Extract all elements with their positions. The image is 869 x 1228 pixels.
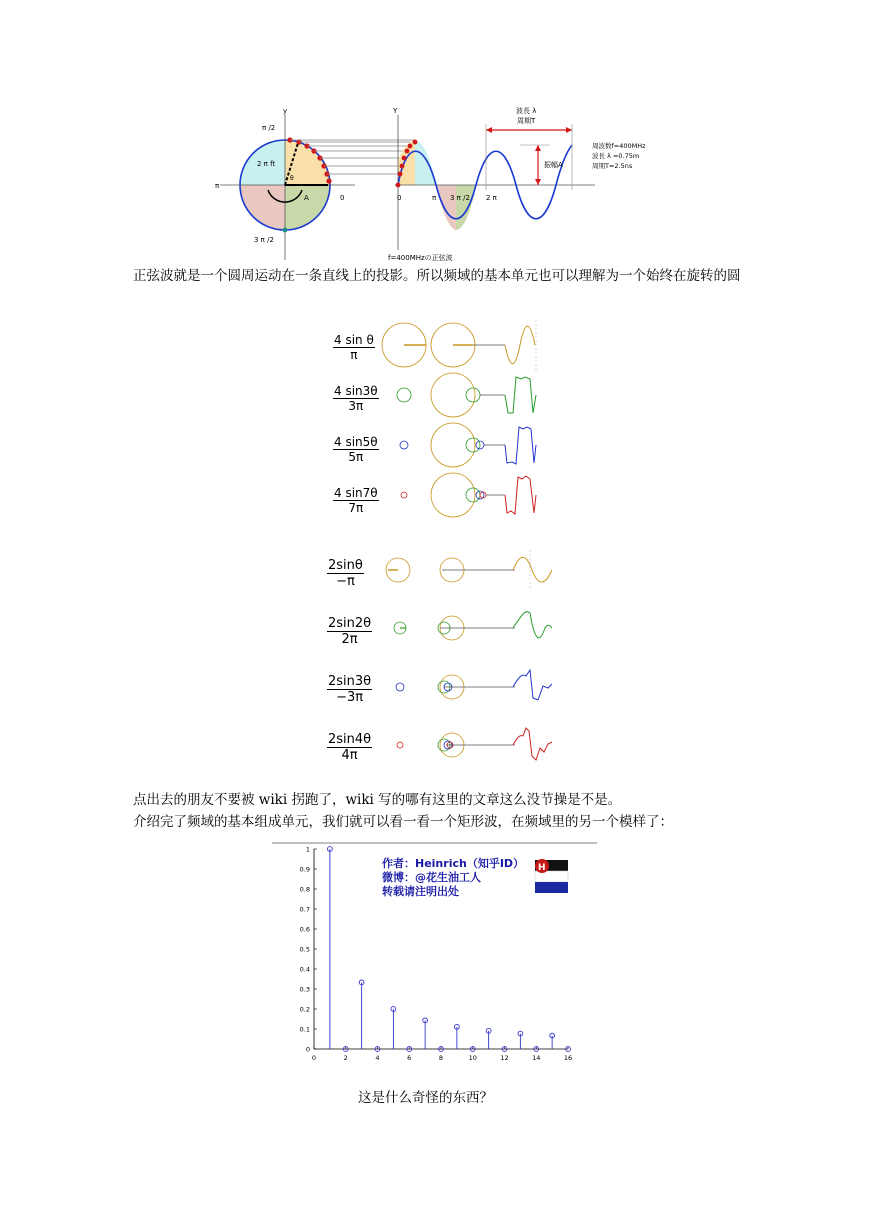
x-tick-label: 8: [438, 1054, 444, 1062]
label-3pi-half: 3 π /2: [254, 236, 274, 244]
label-freq: 周波数f=400MHz: [592, 142, 646, 150]
y-tick-label: 0.4: [299, 965, 310, 974]
x-tick-label: 12: [500, 1054, 509, 1062]
bottom-caption: 这是什么奇怪的东西？: [358, 1090, 493, 1106]
formula-row-7: $\frac{2\sin 3\theta}{-3\pi}$: [328, 674, 372, 705]
formula-row-4: $\frac{4 \sin 7\theta}{7\pi}$: [334, 486, 378, 515]
formula-row-6: $\frac{2\sin 2\theta}{2\pi}$: [328, 616, 372, 647]
sine-circle-figure: [210, 100, 660, 265]
x-tick-label: 6: [407, 1054, 412, 1062]
watermark-weibo: 微博：@花生油工人: [382, 871, 481, 884]
y-tick-label: 0.1: [299, 1025, 310, 1034]
y-tick-label: 0.9: [299, 865, 310, 874]
y-tick-label: 0.5: [299, 945, 310, 954]
label-y: y: [283, 107, 288, 115]
label-wave-3pi-half: 3 π /2: [450, 194, 470, 202]
label-a: A: [304, 194, 309, 202]
y-tick-label: 0.6: [299, 925, 310, 934]
watermark-flag-logo: [535, 859, 568, 893]
label-period-value: 周期T=2.5ns: [592, 162, 633, 170]
y-tick-label: 0.7: [299, 905, 310, 914]
y-tick-label: 0.3: [299, 985, 310, 994]
label-Y: Y: [393, 107, 398, 115]
label-amplitude: 振幅A: [544, 161, 563, 169]
label-pi: π: [215, 182, 220, 190]
formula-row-5: $\frac{2\sin\theta}{-\pi}$: [328, 558, 363, 589]
x-tick-label: 10: [468, 1054, 477, 1062]
label-pi-half: π /2: [262, 124, 276, 132]
label-wave-pi: π: [432, 194, 437, 202]
paragraph-square-wave-intro: 介绍完了频域的基本组成单元，我们就可以看一看一个矩形波，在频域里的另一个模样了：: [133, 814, 673, 830]
x-tick-label: 0: [311, 1054, 317, 1062]
frequency-spectrum-chart: [272, 842, 597, 1064]
epicycle-drawing: [375, 315, 555, 525]
label-wavelength-value: 波長 λ =0.75m: [592, 152, 640, 160]
x-tick-label: 16: [563, 1054, 573, 1062]
label-zero: 0: [340, 194, 345, 202]
label-theta: θ: [290, 175, 294, 182]
paragraph-sine-projection: 正弦波就是一个圆周运动在一条直线上的投影。所以频域的基本单元也可以理解为一个始终在旋转的圆: [133, 268, 741, 284]
formula-row-8: $\frac{2\sin 4\theta}{4\pi}$: [328, 732, 372, 763]
y-tick-label: 0.8: [299, 885, 310, 894]
y-tick-label: 0.2: [299, 1005, 310, 1014]
label-2pi-ft: 2 π ft: [257, 160, 276, 168]
y-tick-label: 0: [305, 1045, 310, 1054]
label-wavelength: 波長 λ: [516, 107, 537, 115]
y-tick-label: 1: [305, 845, 310, 854]
formula-row-2: $\frac{4 \sin 3\theta}{3\pi}$: [334, 384, 378, 413]
x-tick-label: 2: [343, 1054, 348, 1062]
paragraph-wiki-note: 点出去的朋友不要被 wiki 拐跑了，wiki 写的哪有这里的文章这么没节操是不是。: [133, 792, 622, 808]
watermark-repost: 转载请注明出处: [382, 885, 459, 898]
label-period: 周期T: [517, 117, 536, 125]
x-tick-label: 14: [532, 1054, 541, 1062]
label-wave-2pi: 2 π: [486, 194, 497, 202]
sawtooth-drawing: [380, 548, 560, 773]
x-tick-label: 4: [375, 1054, 380, 1062]
watermark-author: 作者：Heinrich（知乎ID）: [382, 857, 525, 870]
label-wave-zero: 0: [397, 194, 402, 202]
formula-row-1: $\frac{\text{4 sin θ}}{\pi}$: [334, 333, 374, 362]
watermark-badge: H: [538, 863, 546, 873]
figure1-caption: f=400MHzの正弦波: [388, 254, 453, 262]
formula-row-3: $\frac{4 \sin 5\theta}{5\pi}$: [334, 435, 378, 464]
